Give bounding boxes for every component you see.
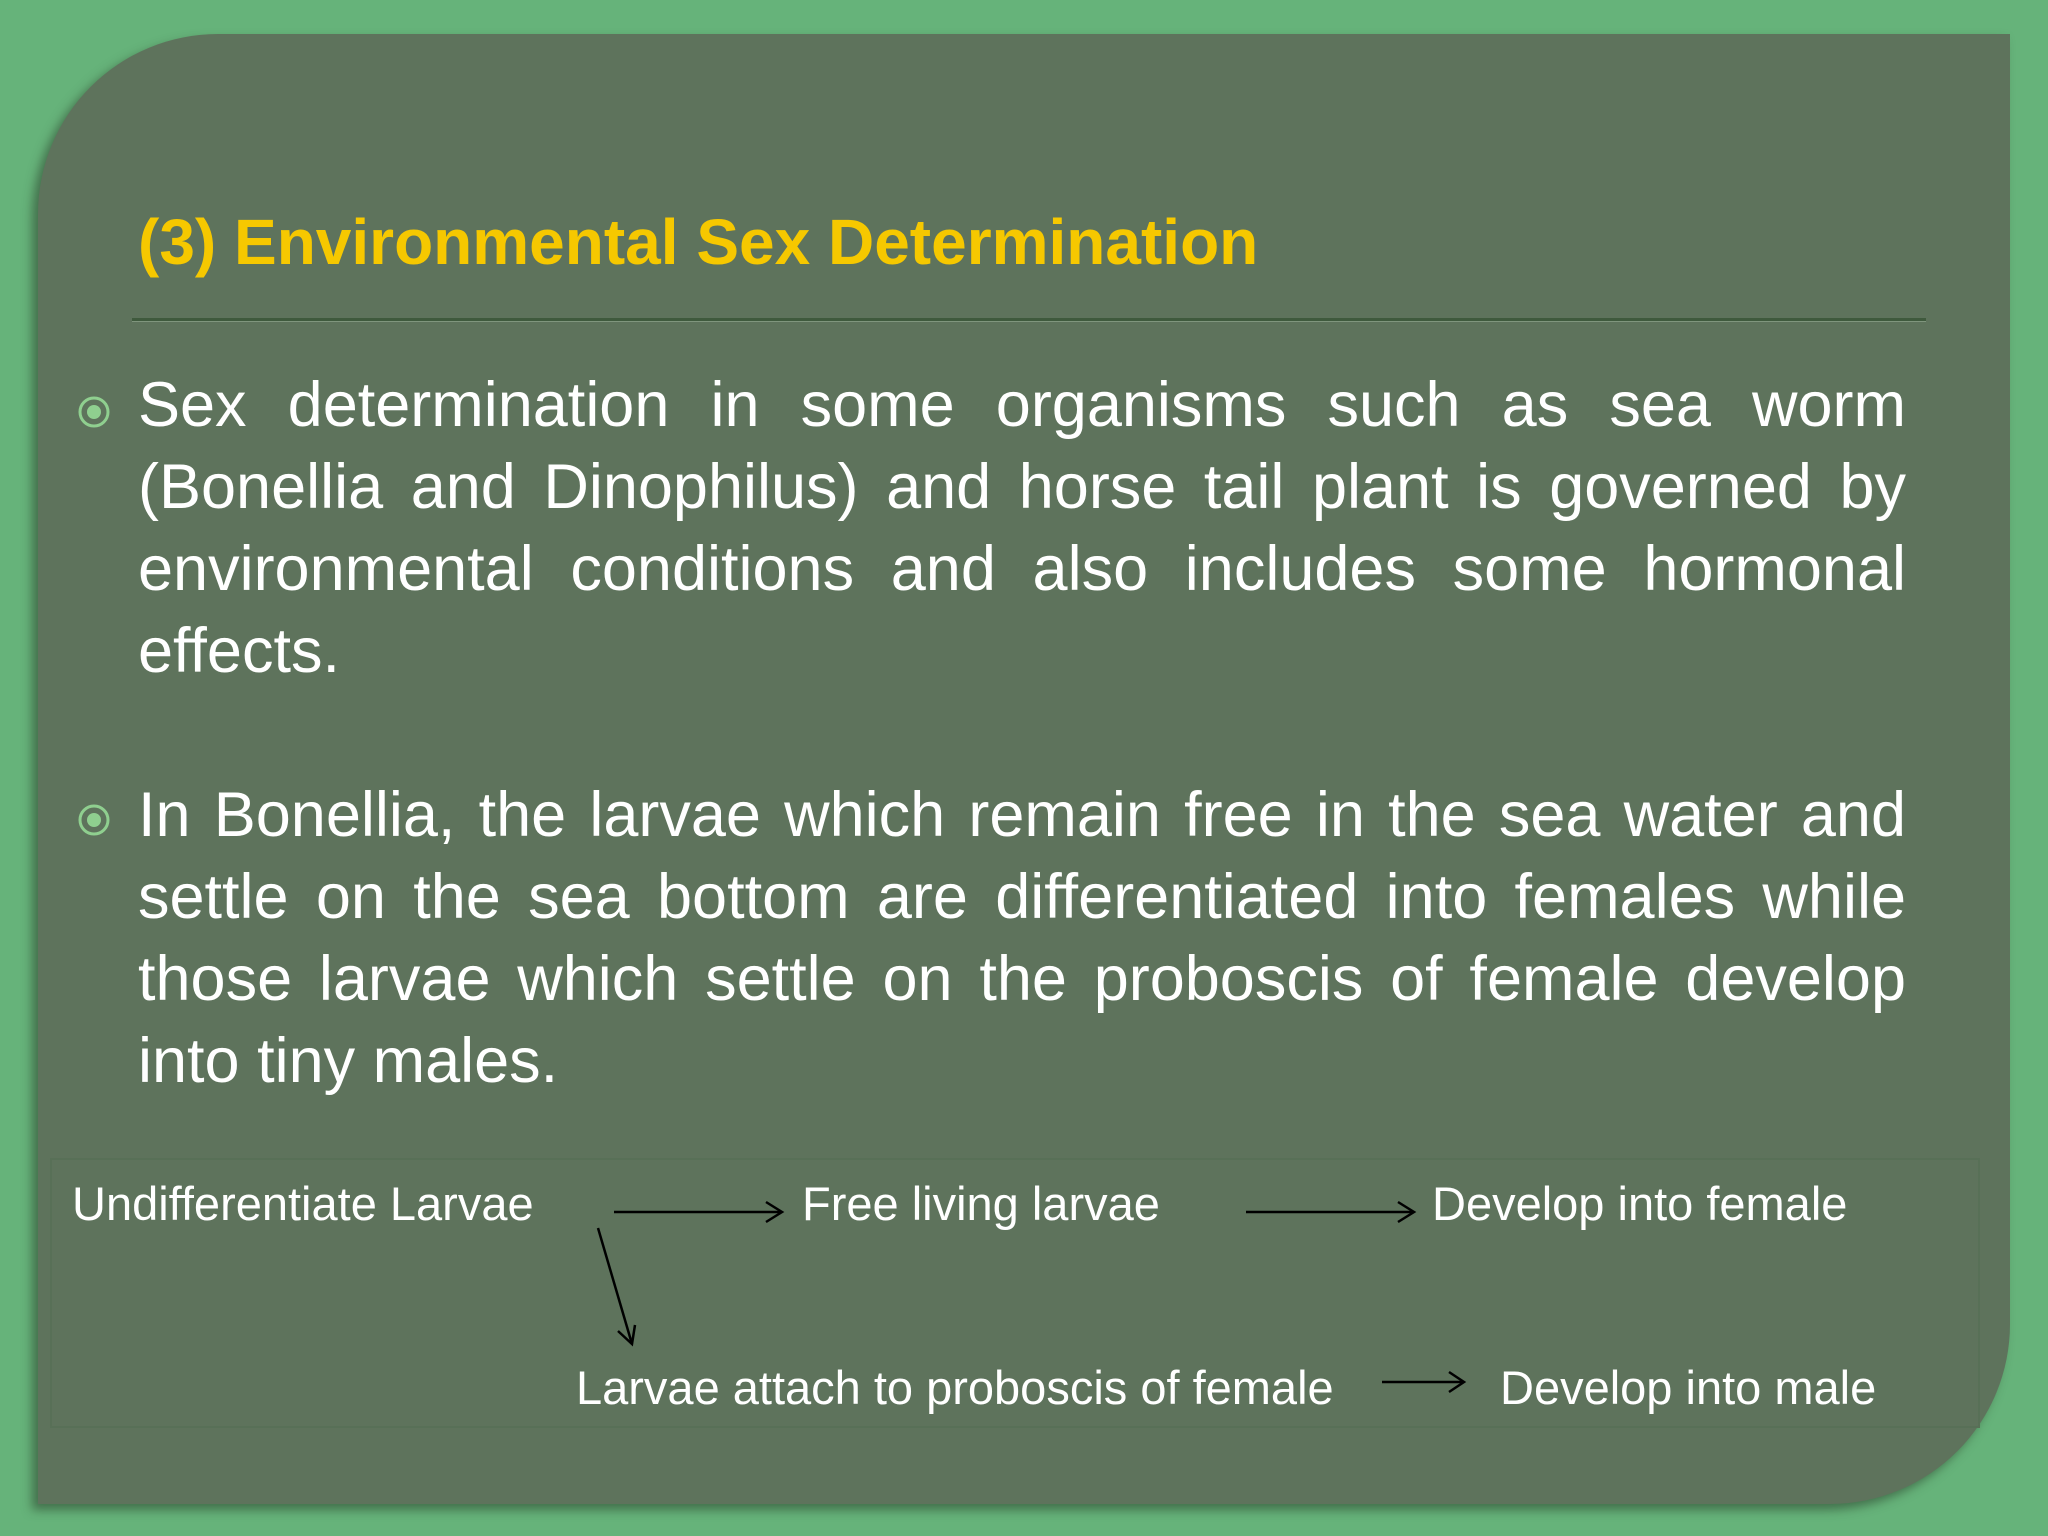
circled-dot-icon [76,394,112,430]
flow-node-develop-female: Develop into female [1432,1177,1848,1230]
flow-node-free-living-larvae: Free living larvae [802,1177,1160,1230]
title-divider [132,318,1926,322]
bullet-text-2: In Bonellia, the larvae which remain free in the sea water and settle on the sea bottom are differentiated into females while those larvae which settle on the proboscis of female develop into tiny males. [138,780,1906,1096]
flow-node-develop-male: Develop into male [1500,1361,1877,1414]
circled-dot-icon [76,802,112,838]
slide-title: (3) Environmental Sex Determination [138,206,1259,278]
bullet-text-1: Sex determination in some organisms such as sea worm (Bonellia and Dinophilus) and horse tail plant is governed by environmental conditions and also includes some hormonal effects. [138,370,1906,686]
flow-node-undifferentiated-larvae: Undifferentiate Larvae [72,1177,534,1230]
flow-node-attach-proboscis: Larvae attach to proboscis of female [576,1361,1334,1414]
